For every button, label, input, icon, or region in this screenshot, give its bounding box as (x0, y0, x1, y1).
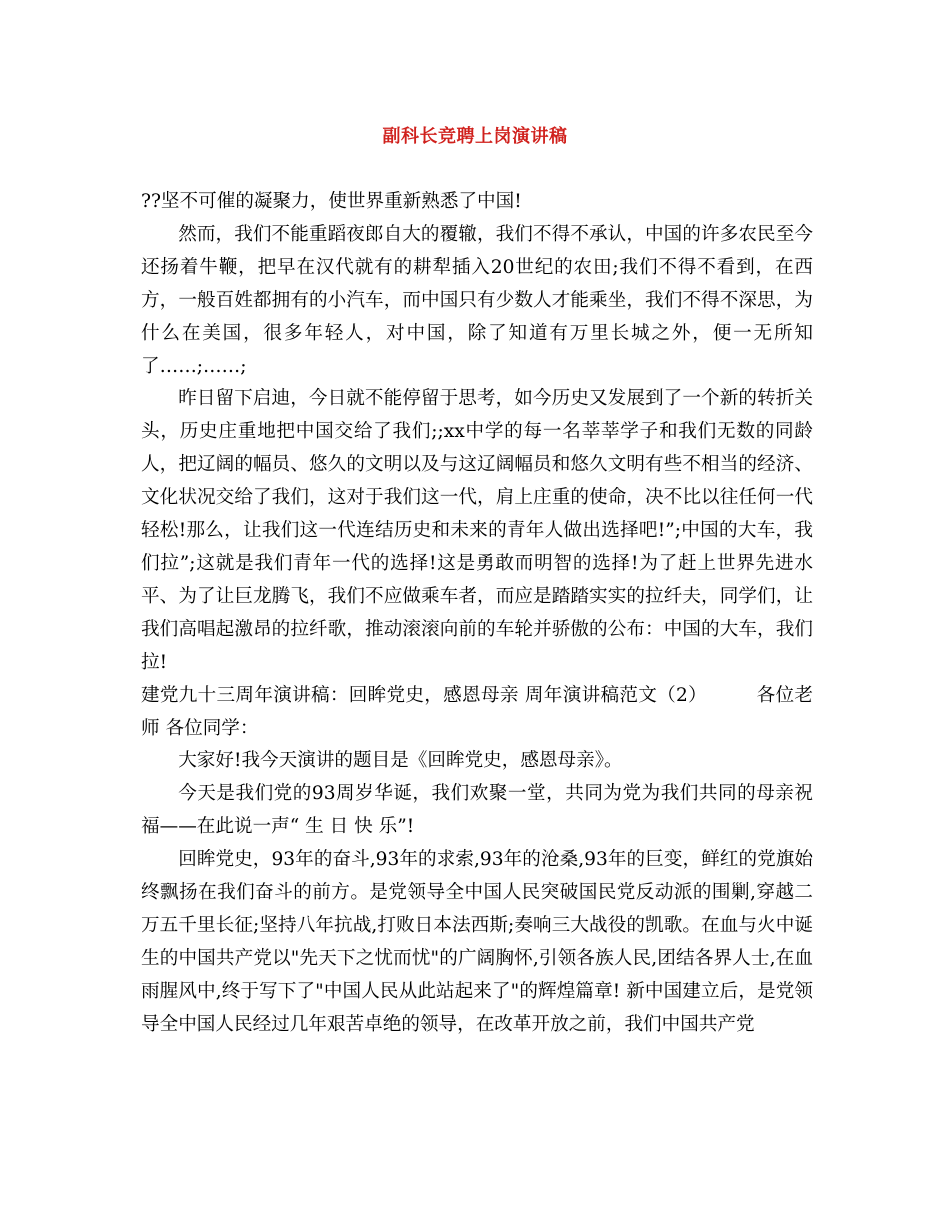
paragraph-4: 建党九十三周年演讲稿：回眸党史，感恩母亲 周年演讲稿范文（2） 各位老师 各位同学： (141, 684, 813, 739)
document-body (141, 186, 813, 1042)
paragraph-2: 然而，我们不能重蹈夜郎自大的覆辙，我们不得不承认，中国的许多农民至今还扬着牛鞭，把早在汉代就有的耕犁插入20世纪的农田;我们不得不看到，在西方，一般百姓都拥有的小汽车，而中国只有少数人才能乘坐，我们不得不深思，为什么在美国，很多年轻人，对中国，除了知道有万里长城之外，便一无所知了……;……; (141, 223, 813, 377)
paragraph-7: 回眸党史，93年的奋斗,93年的求索,93年的沧桑,93年的巨变，鲜红的党旗始终飘扬在我们奋斗的前方。是党领导全中国人民突破国民党反动派的围剿,穿越二万五千里长征;坚持八年抗战,打败日本法西斯;奏响三大战役的凯歌。在血与火中诞生的中国共产党以"先天下之忧而忧"的广阔胸怀,引领各族人民,团结各界人士,在血雨腥风中,终于写下了"中国人民从此站起来了"的辉煌篇章! 新中国建立后，是党领导全中国人民经过几年艰苦卓绝的领导，在改革开放之前，我们中国共产党 (141, 849, 813, 1035)
paragraph-5: 大家好!我今天演讲的题目是《回眸党史，感恩母亲》。 (178, 750, 623, 772)
paragraph-1: ??坚不可催的凝聚力，使世界重新熟悉了中国! (141, 191, 522, 212)
paragraph-3: 昨日留下启迪，今日就不能停留于思考，如今历史又发展到了一个新的转折关头，历史庄重地把中国交给了我们;;xx中学的每一名莘莘学子和我们无数的同龄人，把辽阔的幅员、悠久的文明以及与这辽阔幅员和悠久文明有些不相当的经济、文化状况交给了我们，这对于我们这一代，肩上庄重的使命，决不比以往任何一代轻松!那么，让我们这一代连结历史和未来的青年人做出选择吧!”;中国的大车，我们拉”;这就是我们青年一代的选择!这是勇敢而明智的选择!为了赶上世界先进水平、为了让巨龙腾飞，我们不应做乘车者，而应是踏踏实实的拉纤夫，同学们，让我们高唱起激昂的拉纤歌，推动滚滚向前的车轮并骄傲的公布：中国的大车，我们拉! (141, 388, 813, 673)
paragraph-6: 今天是我们党的93周岁华诞，我们欢聚一堂，共同为党为我们共同的母亲祝福——在此说一声“ 生 日 快 乐”! (141, 783, 813, 838)
document-title: 副科长竞聘上岗演讲稿 (382, 126, 568, 147)
